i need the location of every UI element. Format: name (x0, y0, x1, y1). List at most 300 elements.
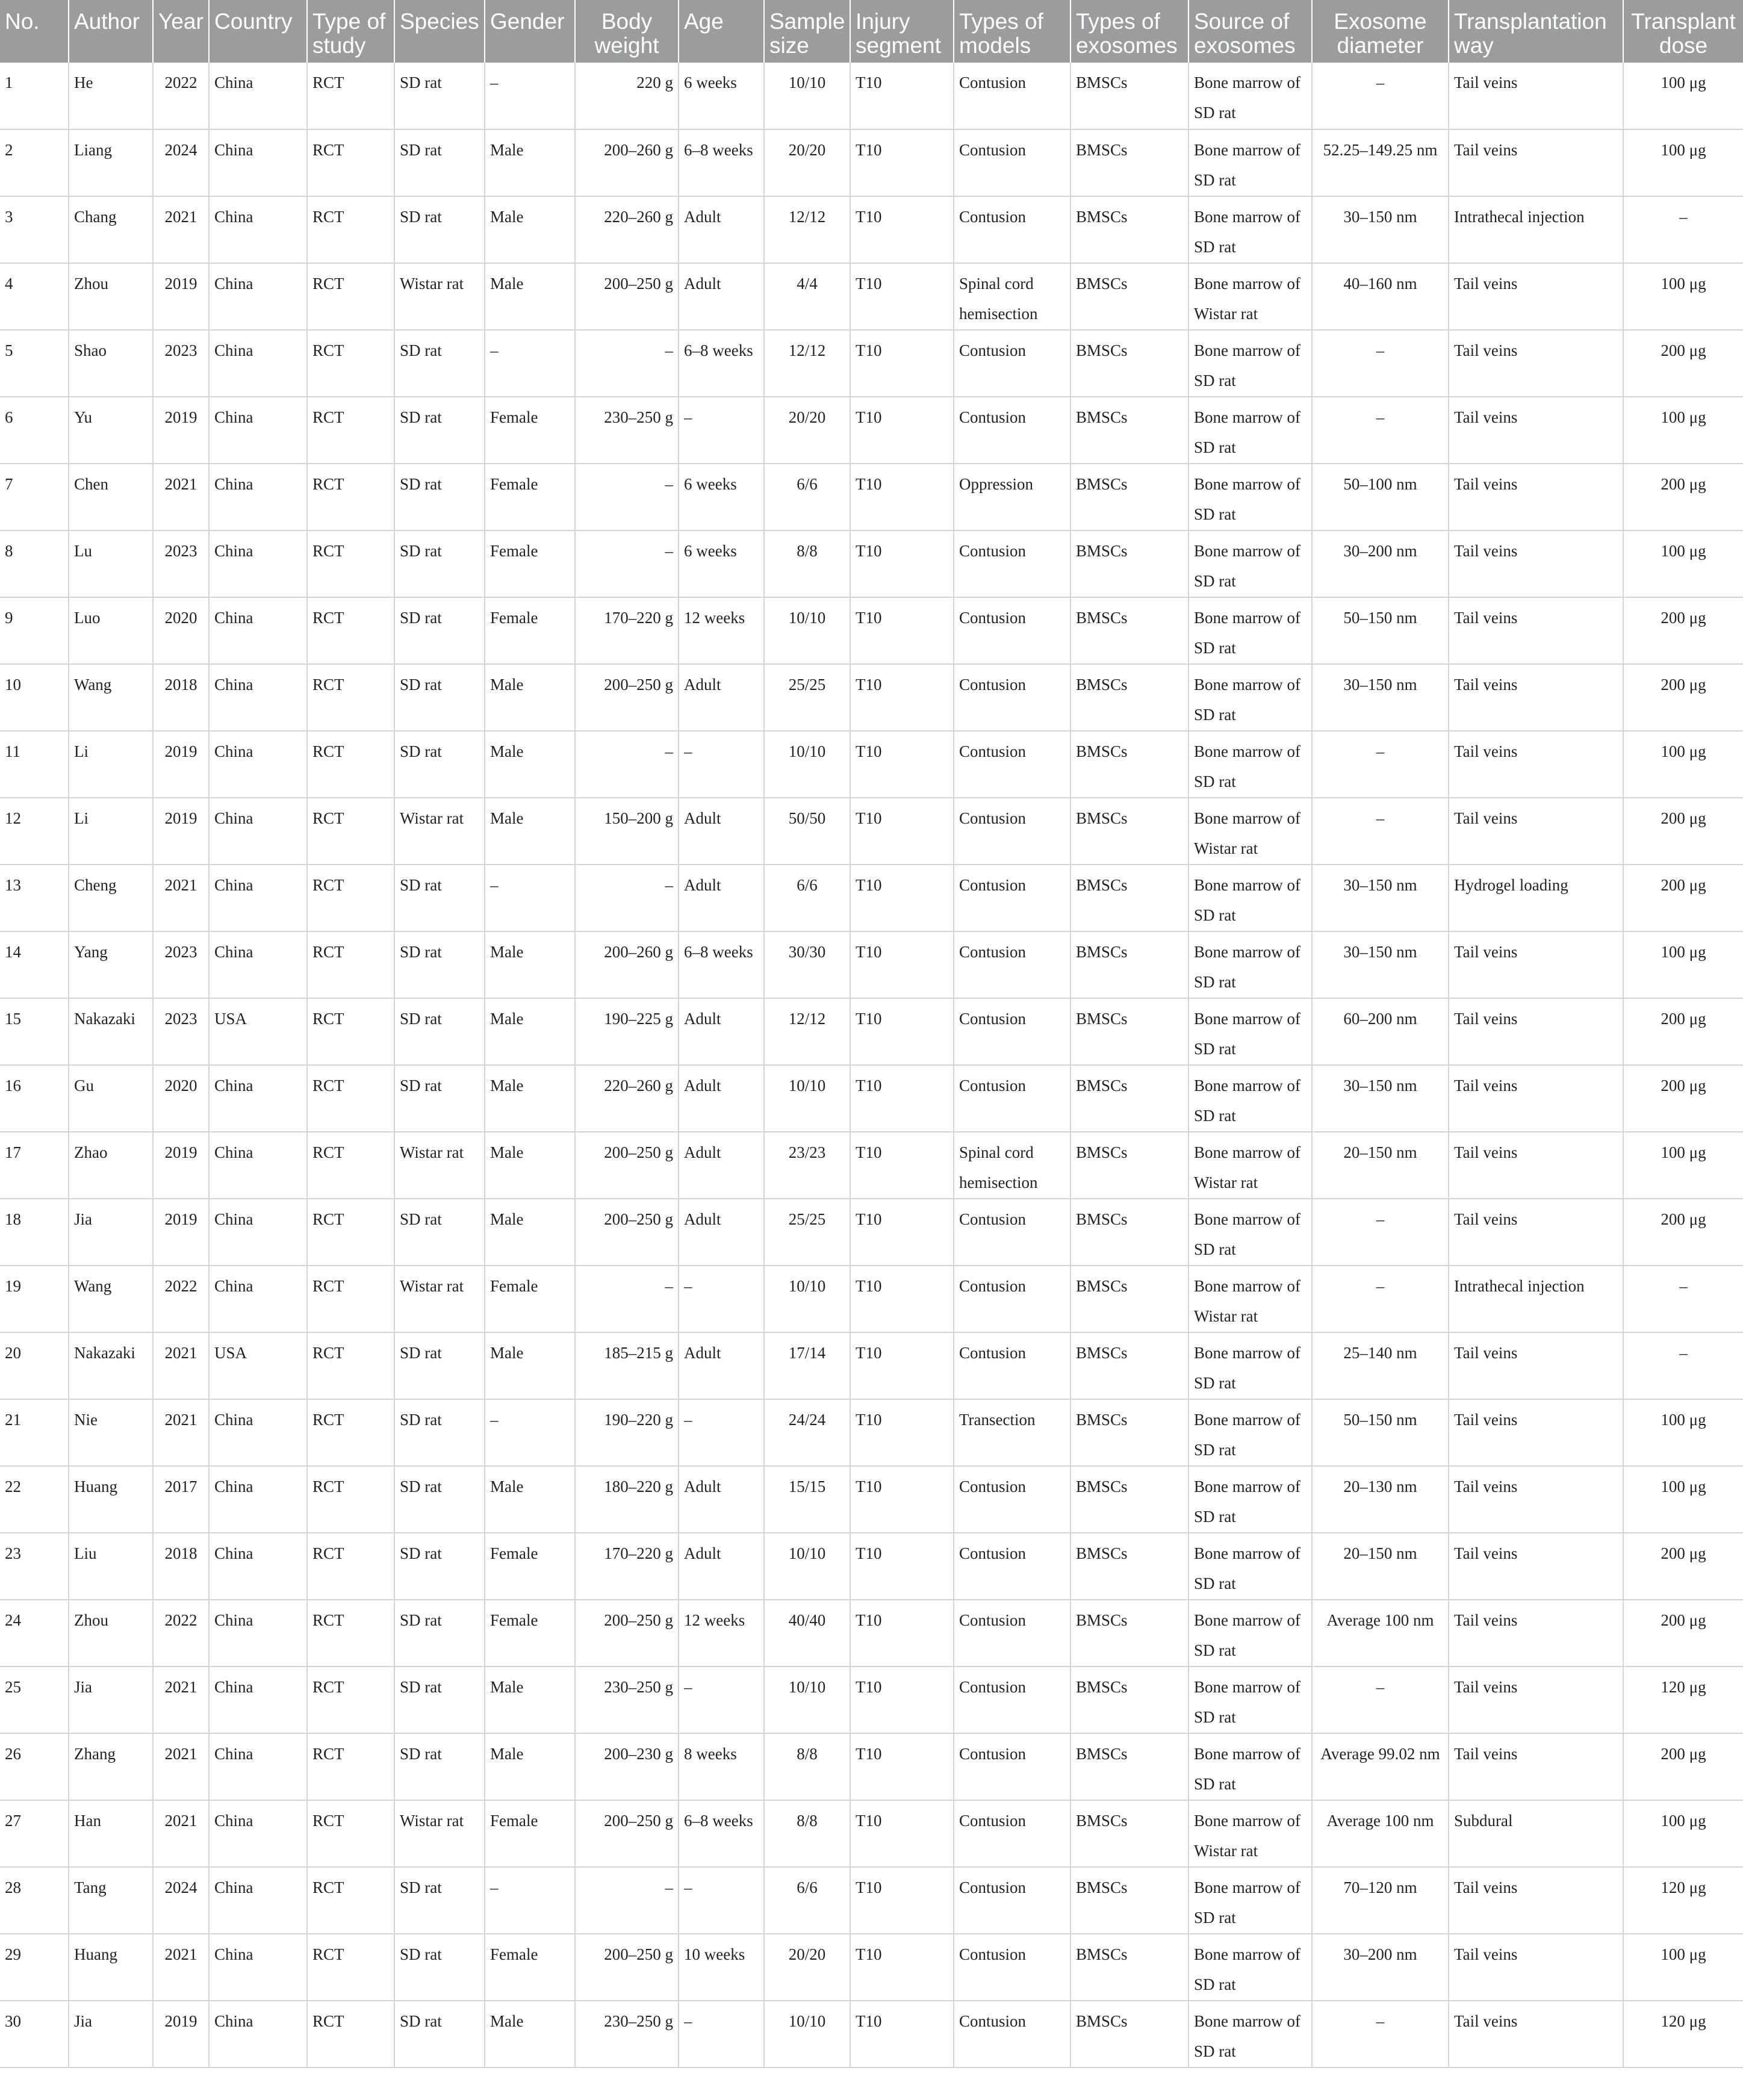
cell-transplantation-way: Tail veins (1449, 263, 1623, 330)
cell-types-of-models: Contusion (954, 1332, 1070, 1399)
cell-type-of-study: RCT (307, 263, 394, 330)
cell-author: Chang (69, 196, 153, 263)
cell-gender: Female (485, 397, 575, 464)
cell-author: Lu (69, 530, 153, 597)
cell-author: Jia (69, 2001, 153, 2067)
cell-year: 2017 (153, 1466, 209, 1533)
cell-injury-segment: T10 (850, 263, 954, 330)
cell-types-of-exosomes: BMSCs (1070, 2001, 1188, 2067)
column-header-gender: Gender (485, 0, 575, 63)
cell-age: 12 weeks (679, 597, 764, 664)
cell-type-of-study: RCT (307, 664, 394, 731)
cell-types-of-models: Contusion (954, 664, 1070, 731)
cell-exosome-diameter: 20–130 nm (1312, 1466, 1449, 1533)
cell-author: Nakazaki (69, 998, 153, 1065)
cell-no: 6 (0, 397, 69, 464)
cell-exosome-diameter: 30–200 nm (1312, 530, 1449, 597)
cell-exosome-diameter: Average 100 nm (1312, 1800, 1449, 1867)
cell-transplantation-way: Intrathecal injection (1449, 1266, 1623, 1332)
cell-transplantation-way: Tail veins (1449, 731, 1623, 798)
cell-gender: Male (485, 2001, 575, 2067)
cell-gender: Female (485, 1934, 575, 2001)
cell-exosome-diameter: 30–150 nm (1312, 865, 1449, 931)
cell-transplant-dose: 100 μg (1623, 1399, 1743, 1466)
cell-exosome-diameter: – (1312, 1266, 1449, 1332)
cell-exosome-diameter: 52.25–149.25 nm (1312, 129, 1449, 196)
table-row (0, 1065, 1743, 1132)
cell-no: 18 (0, 1199, 69, 1266)
cell-source-of-exosomes: Bone marrow of SD rat (1188, 597, 1312, 664)
cell-transplantation-way: Tail veins (1449, 998, 1623, 1065)
cell-injury-segment: T10 (850, 1132, 954, 1199)
cell-body-weight: 180–220 g (575, 1466, 679, 1533)
cell-species: SD rat (394, 865, 485, 931)
cell-no: 5 (0, 330, 69, 397)
cell-transplant-dose: 100 μg (1623, 129, 1743, 196)
cell-country: China (209, 1800, 307, 1867)
table-row (0, 1533, 1743, 1600)
cell-sample-size: 4/4 (764, 263, 850, 330)
cell-gender: Male (485, 1466, 575, 1533)
cell-exosome-diameter: 30–150 nm (1312, 1065, 1449, 1132)
cell-age: Adult (679, 865, 764, 931)
cell-injury-segment: T10 (850, 397, 954, 464)
cell-age: Adult (679, 263, 764, 330)
cell-country: China (209, 129, 307, 196)
cell-no: 4 (0, 263, 69, 330)
cell-source-of-exosomes: Bone marrow of SD rat (1188, 1466, 1312, 1533)
cell-country: China (209, 931, 307, 998)
cell-species: SD rat (394, 731, 485, 798)
cell-year: 2024 (153, 1867, 209, 1934)
cell-injury-segment: T10 (850, 865, 954, 931)
cell-transplant-dose: 100 μg (1623, 1466, 1743, 1533)
cell-exosome-diameter: 70–120 nm (1312, 1867, 1449, 1934)
cell-types-of-models: Contusion (954, 530, 1070, 597)
cell-author: Nakazaki (69, 1332, 153, 1399)
cell-species: Wistar rat (394, 798, 485, 865)
cell-species: SD rat (394, 1600, 485, 1667)
cell-country: China (209, 397, 307, 464)
table-row (0, 1600, 1743, 1667)
cell-source-of-exosomes: Bone marrow of SD rat (1188, 129, 1312, 196)
cell-no: 17 (0, 1132, 69, 1199)
column-header-transplantation-way: Transplantation way (1449, 0, 1623, 63)
cell-types-of-models: Contusion (954, 330, 1070, 397)
table-row (0, 397, 1743, 464)
cell-injury-segment: T10 (850, 1667, 954, 1733)
cell-types-of-exosomes: BMSCs (1070, 1733, 1188, 1800)
cell-sample-size: 6/6 (764, 865, 850, 931)
cell-injury-segment: T10 (850, 1065, 954, 1132)
cell-sample-size: 8/8 (764, 1733, 850, 1800)
cell-year: 2023 (153, 330, 209, 397)
column-header-transplant-dose: Transplant dose (1623, 0, 1743, 63)
cell-species: SD rat (394, 196, 485, 263)
cell-types-of-models: Spinal cord hemisection (954, 1132, 1070, 1199)
cell-species: SD rat (394, 1733, 485, 1800)
cell-types-of-exosomes: BMSCs (1070, 397, 1188, 464)
cell-sample-size: 50/50 (764, 798, 850, 865)
cell-exosome-diameter: 50–100 nm (1312, 464, 1449, 530)
cell-transplantation-way: Tail veins (1449, 530, 1623, 597)
cell-types-of-models: Contusion (954, 1934, 1070, 2001)
cell-transplant-dose: 200 μg (1623, 998, 1743, 1065)
cell-types-of-models: Contusion (954, 1533, 1070, 1600)
cell-transplantation-way: Tail veins (1449, 1332, 1623, 1399)
cell-author: Liang (69, 129, 153, 196)
cell-age: Adult (679, 1199, 764, 1266)
cell-sample-size: 17/14 (764, 1332, 850, 1399)
cell-body-weight: – (575, 464, 679, 530)
table-row (0, 530, 1743, 597)
column-header-types-of-models: Types of models (954, 0, 1070, 63)
cell-source-of-exosomes: Bone marrow of SD rat (1188, 1399, 1312, 1466)
cell-types-of-exosomes: BMSCs (1070, 330, 1188, 397)
cell-gender: Male (485, 931, 575, 998)
cell-transplant-dose: 200 μg (1623, 330, 1743, 397)
cell-sample-size: 12/12 (764, 196, 850, 263)
cell-body-weight: 170–220 g (575, 1533, 679, 1600)
cell-body-weight: 230–250 g (575, 1667, 679, 1733)
cell-no: 1 (0, 63, 69, 129)
cell-species: SD rat (394, 1867, 485, 1934)
cell-type-of-study: RCT (307, 931, 394, 998)
cell-body-weight: 200–260 g (575, 931, 679, 998)
column-header-no: No. (0, 0, 69, 63)
cell-type-of-study: RCT (307, 464, 394, 530)
cell-year: 2021 (153, 1667, 209, 1733)
cell-sample-size: 24/24 (764, 1399, 850, 1466)
cell-gender: – (485, 1399, 575, 1466)
cell-injury-segment: T10 (850, 1934, 954, 2001)
cell-author: Huang (69, 1934, 153, 2001)
cell-types-of-models: Contusion (954, 1600, 1070, 1667)
cell-type-of-study: RCT (307, 998, 394, 1065)
cell-gender: Male (485, 1332, 575, 1399)
cell-year: 2020 (153, 1065, 209, 1132)
cell-exosome-diameter: Average 99.02 nm (1312, 1733, 1449, 1800)
cell-types-of-models: Contusion (954, 63, 1070, 129)
table-row (0, 1199, 1743, 1266)
cell-author: Yu (69, 397, 153, 464)
cell-sample-size: 10/10 (764, 597, 850, 664)
table-row (0, 263, 1743, 330)
cell-year: 2022 (153, 1266, 209, 1332)
cell-source-of-exosomes: Bone marrow of SD rat (1188, 998, 1312, 1065)
table-body (0, 63, 1743, 2067)
cell-exosome-diameter: 25–140 nm (1312, 1332, 1449, 1399)
cell-types-of-models: Transection (954, 1399, 1070, 1466)
table-row (0, 1934, 1743, 2001)
cell-injury-segment: T10 (850, 1733, 954, 1800)
cell-body-weight: 190–220 g (575, 1399, 679, 1466)
cell-types-of-exosomes: BMSCs (1070, 63, 1188, 129)
cell-species: SD rat (394, 998, 485, 1065)
cell-gender: Male (485, 1667, 575, 1733)
cell-type-of-study: RCT (307, 798, 394, 865)
cell-type-of-study: RCT (307, 2001, 394, 2067)
cell-body-weight: – (575, 1266, 679, 1332)
cell-gender: Male (485, 731, 575, 798)
cell-age: – (679, 1266, 764, 1332)
cell-types-of-models: Contusion (954, 731, 1070, 798)
cell-transplantation-way: Tail veins (1449, 1867, 1623, 1934)
cell-exosome-diameter: – (1312, 731, 1449, 798)
cell-transplantation-way: Hydrogel loading (1449, 865, 1623, 931)
cell-type-of-study: RCT (307, 63, 394, 129)
cell-gender: – (485, 63, 575, 129)
cell-country: USA (209, 998, 307, 1065)
cell-age: Adult (679, 664, 764, 731)
cell-year: 2019 (153, 397, 209, 464)
cell-type-of-study: RCT (307, 1667, 394, 1733)
cell-gender: Male (485, 1199, 575, 1266)
cell-species: SD rat (394, 664, 485, 731)
cell-sample-size: 23/23 (764, 1132, 850, 1199)
cell-types-of-exosomes: BMSCs (1070, 1934, 1188, 2001)
cell-source-of-exosomes: Bone marrow of SD rat (1188, 1867, 1312, 1934)
cell-sample-size: 25/25 (764, 1199, 850, 1266)
cell-type-of-study: RCT (307, 1332, 394, 1399)
cell-transplantation-way: Tail veins (1449, 798, 1623, 865)
cell-gender: Male (485, 664, 575, 731)
table-row (0, 664, 1743, 731)
cell-country: China (209, 1266, 307, 1332)
table-row (0, 1132, 1743, 1199)
cell-source-of-exosomes: Bone marrow of Wistar rat (1188, 1800, 1312, 1867)
column-header-body-weight: Body weight (575, 0, 679, 63)
cell-types-of-exosomes: BMSCs (1070, 1132, 1188, 1199)
cell-exosome-diameter: – (1312, 63, 1449, 129)
cell-no: 24 (0, 1600, 69, 1667)
cell-source-of-exosomes: Bone marrow of SD rat (1188, 1667, 1312, 1733)
cell-body-weight: 200–250 g (575, 263, 679, 330)
cell-age: Adult (679, 798, 764, 865)
cell-species: SD rat (394, 1199, 485, 1266)
cell-types-of-exosomes: BMSCs (1070, 731, 1188, 798)
cell-body-weight: 200–250 g (575, 1600, 679, 1667)
cell-types-of-models: Contusion (954, 1466, 1070, 1533)
cell-body-weight: – (575, 530, 679, 597)
cell-source-of-exosomes: Bone marrow of SD rat (1188, 1934, 1312, 2001)
cell-type-of-study: RCT (307, 597, 394, 664)
table-row (0, 597, 1743, 664)
cell-transplant-dose: 200 μg (1623, 1733, 1743, 1800)
cell-transplant-dose: – (1623, 1266, 1743, 1332)
cell-age: – (679, 1667, 764, 1733)
cell-sample-size: 10/10 (764, 1533, 850, 1600)
cell-type-of-study: RCT (307, 129, 394, 196)
cell-transplant-dose: 200 μg (1623, 464, 1743, 530)
cell-transplant-dose: 200 μg (1623, 1199, 1743, 1266)
column-header-sample-size: Sample size (764, 0, 850, 63)
cell-type-of-study: RCT (307, 1266, 394, 1332)
cell-country: China (209, 865, 307, 931)
cell-country: China (209, 530, 307, 597)
cell-no: 27 (0, 1800, 69, 1867)
cell-types-of-exosomes: BMSCs (1070, 1065, 1188, 1132)
cell-no: 26 (0, 1733, 69, 1800)
cell-exosome-diameter: 20–150 nm (1312, 1132, 1449, 1199)
cell-transplant-dose: 100 μg (1623, 1132, 1743, 1199)
cell-species: Wistar rat (394, 263, 485, 330)
cell-year: 2023 (153, 931, 209, 998)
cell-transplant-dose: 200 μg (1623, 1533, 1743, 1600)
cell-transplantation-way: Tail veins (1449, 2001, 1623, 2067)
cell-country: China (209, 1600, 307, 1667)
cell-year: 2019 (153, 263, 209, 330)
cell-body-weight: 200–250 g (575, 1800, 679, 1867)
cell-transplantation-way: Tail veins (1449, 1399, 1623, 1466)
cell-year: 2021 (153, 1399, 209, 1466)
cell-exosome-diameter: 30–200 nm (1312, 1934, 1449, 2001)
cell-type-of-study: RCT (307, 1600, 394, 1667)
cell-source-of-exosomes: Bone marrow of Wistar rat (1188, 1266, 1312, 1332)
cell-author: Zhang (69, 1733, 153, 1800)
cell-age: Adult (679, 1332, 764, 1399)
cell-types-of-exosomes: BMSCs (1070, 1199, 1188, 1266)
cell-body-weight: 200–250 g (575, 1132, 679, 1199)
header-row (0, 0, 1743, 63)
cell-no: 22 (0, 1466, 69, 1533)
cell-author: Shao (69, 330, 153, 397)
cell-age: Adult (679, 196, 764, 263)
cell-author: Wang (69, 1266, 153, 1332)
table-row (0, 798, 1743, 865)
cell-source-of-exosomes: Bone marrow of SD rat (1188, 397, 1312, 464)
cell-injury-segment: T10 (850, 1800, 954, 1867)
cell-country: China (209, 798, 307, 865)
cell-year: 2024 (153, 129, 209, 196)
cell-country: China (209, 1667, 307, 1733)
cell-body-weight: 200–230 g (575, 1733, 679, 1800)
cell-no: 13 (0, 865, 69, 931)
cell-year: 2023 (153, 998, 209, 1065)
cell-injury-segment: T10 (850, 464, 954, 530)
cell-transplantation-way: Tail veins (1449, 1934, 1623, 2001)
cell-transplant-dose: 120 μg (1623, 1867, 1743, 1934)
cell-species: SD rat (394, 530, 485, 597)
table-row (0, 330, 1743, 397)
cell-types-of-exosomes: BMSCs (1070, 798, 1188, 865)
cell-age: Adult (679, 1466, 764, 1533)
cell-transplantation-way: Tail veins (1449, 1667, 1623, 1733)
cell-sample-size: 20/20 (764, 1934, 850, 2001)
cell-injury-segment: T10 (850, 1466, 954, 1533)
cell-year: 2020 (153, 597, 209, 664)
cell-exosome-diameter: 30–150 nm (1312, 931, 1449, 998)
cell-sample-size: 10/10 (764, 1266, 850, 1332)
cell-age: 12 weeks (679, 1600, 764, 1667)
cell-types-of-models: Contusion (954, 597, 1070, 664)
cell-exosome-diameter: 30–150 nm (1312, 664, 1449, 731)
cell-types-of-exosomes: BMSCs (1070, 1800, 1188, 1867)
cell-type-of-study: RCT (307, 1934, 394, 2001)
cell-body-weight: 200–260 g (575, 129, 679, 196)
cell-exosome-diameter: – (1312, 1199, 1449, 1266)
cell-age: Adult (679, 1533, 764, 1600)
table-row (0, 1800, 1743, 1867)
cell-year: 2021 (153, 1934, 209, 2001)
cell-gender: Male (485, 1132, 575, 1199)
cell-age: 8 weeks (679, 1733, 764, 1800)
cell-country: China (209, 597, 307, 664)
cell-injury-segment: T10 (850, 1600, 954, 1667)
cell-injury-segment: T10 (850, 731, 954, 798)
cell-types-of-models: Contusion (954, 397, 1070, 464)
cell-no: 12 (0, 798, 69, 865)
cell-sample-size: 6/6 (764, 1867, 850, 1934)
cell-age: 6–8 weeks (679, 129, 764, 196)
cell-author: Gu (69, 1065, 153, 1132)
cell-body-weight: 200–250 g (575, 1199, 679, 1266)
table-row (0, 1466, 1743, 1533)
cell-transplantation-way: Tail veins (1449, 63, 1623, 129)
cell-no: 15 (0, 998, 69, 1065)
cell-types-of-exosomes: BMSCs (1070, 129, 1188, 196)
cell-transplantation-way: Tail veins (1449, 597, 1623, 664)
cell-exosome-diameter: 40–160 nm (1312, 263, 1449, 330)
cell-age: – (679, 731, 764, 798)
cell-transplant-dose: 200 μg (1623, 597, 1743, 664)
cell-author: Cheng (69, 865, 153, 931)
cell-sample-size: 20/20 (764, 397, 850, 464)
cell-types-of-models: Contusion (954, 798, 1070, 865)
cell-transplant-dose: 100 μg (1623, 731, 1743, 798)
cell-type-of-study: RCT (307, 731, 394, 798)
cell-gender: Male (485, 129, 575, 196)
cell-types-of-exosomes: BMSCs (1070, 597, 1188, 664)
cell-type-of-study: RCT (307, 530, 394, 597)
cell-transplantation-way: Tail veins (1449, 1132, 1623, 1199)
cell-gender: Female (485, 597, 575, 664)
cell-source-of-exosomes: Bone marrow of SD rat (1188, 1065, 1312, 1132)
cell-type-of-study: RCT (307, 1132, 394, 1199)
table-row (0, 129, 1743, 196)
cell-body-weight: 220 g (575, 63, 679, 129)
cell-gender: Male (485, 998, 575, 1065)
cell-no: 28 (0, 1867, 69, 1934)
cell-sample-size: 40/40 (764, 1600, 850, 1667)
table-row (0, 1733, 1743, 1800)
cell-country: China (209, 1199, 307, 1266)
cell-transplant-dose: – (1623, 196, 1743, 263)
cell-year: 2019 (153, 1199, 209, 1266)
column-header-source-of-exosomes: Source of exosomes (1188, 0, 1312, 63)
cell-body-weight: – (575, 1867, 679, 1934)
cell-gender: Female (485, 1800, 575, 1867)
cell-transplant-dose: 200 μg (1623, 798, 1743, 865)
table-row (0, 1266, 1743, 1332)
table-row (0, 196, 1743, 263)
cell-transplant-dose: 100 μg (1623, 530, 1743, 597)
table-row (0, 63, 1743, 129)
cell-body-weight: – (575, 865, 679, 931)
cell-transplantation-way: Tail veins (1449, 1733, 1623, 1800)
column-header-injury-segment: Injury segment (850, 0, 954, 63)
cell-country: China (209, 731, 307, 798)
cell-transplantation-way: Tail veins (1449, 1065, 1623, 1132)
cell-species: SD rat (394, 2001, 485, 2067)
cell-injury-segment: T10 (850, 63, 954, 129)
cell-transplantation-way: Tail veins (1449, 931, 1623, 998)
cell-injury-segment: T10 (850, 330, 954, 397)
cell-type-of-study: RCT (307, 1466, 394, 1533)
column-header-types-of-exosomes: Types of exosomes (1070, 0, 1188, 63)
cell-transplantation-way: Intrathecal injection (1449, 196, 1623, 263)
cell-types-of-exosomes: BMSCs (1070, 530, 1188, 597)
